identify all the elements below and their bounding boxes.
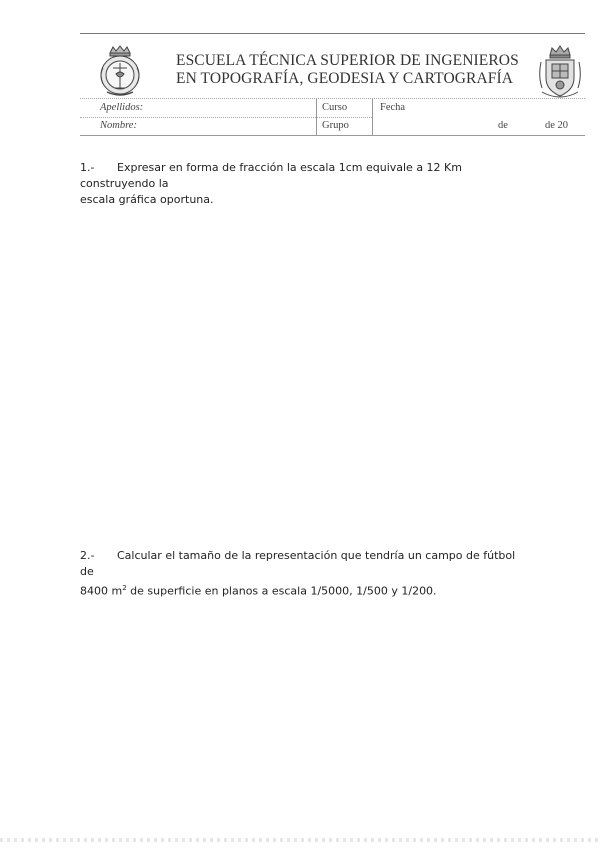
apellidos-label: Apellidos: [100, 102, 144, 113]
question-1-number: 1.- [80, 161, 95, 174]
school-name [176, 52, 526, 88]
school-crest-icon [97, 44, 143, 98]
question-2-number: 2.- [80, 549, 95, 562]
question-2-text: Calcular el tamaño de la representación que tendría un campo de fútbol de [80, 549, 516, 578]
form-divider [372, 99, 373, 136]
nombre-label: Nombre: [100, 120, 137, 131]
form-row-divider [80, 117, 372, 118]
question-2-area: 8400 m [80, 584, 123, 598]
question-2-line1 [80, 548, 520, 580]
question-1-line2: escala gráfica oportuna. [80, 193, 214, 206]
question-1-line1 [80, 160, 520, 192]
school-name-line2: EN TOPOGRAFÍA, GEODESIA Y CARTOGRAFÍA [176, 70, 514, 87]
university-crest-icon [538, 44, 582, 100]
question-2-line2 [80, 580, 520, 600]
question-1 [80, 160, 520, 208]
scan-edge [0, 838, 600, 842]
date-year-label: de 20 [545, 120, 569, 131]
grupo-label: Grupo [322, 120, 349, 131]
question-2-exponent: 2 [122, 584, 127, 592]
exam-header [80, 33, 585, 136]
student-info-form [80, 98, 585, 136]
fecha-label: Fecha [380, 102, 406, 113]
school-name-line1: ESCUELA TÉCNICA SUPERIOR DE INGENIEROS [176, 52, 519, 69]
question-2-rest: de superficie en planos a escala 1/5000, 1/500 y 1/200. [126, 584, 437, 598]
question-1-text: Expresar en forma de fracción la escala 1cm equivale a 12 Km construyendo la [80, 161, 462, 190]
curso-label: Curso [322, 102, 348, 113]
date-de-label: de [498, 120, 508, 131]
question-2 [80, 548, 520, 600]
